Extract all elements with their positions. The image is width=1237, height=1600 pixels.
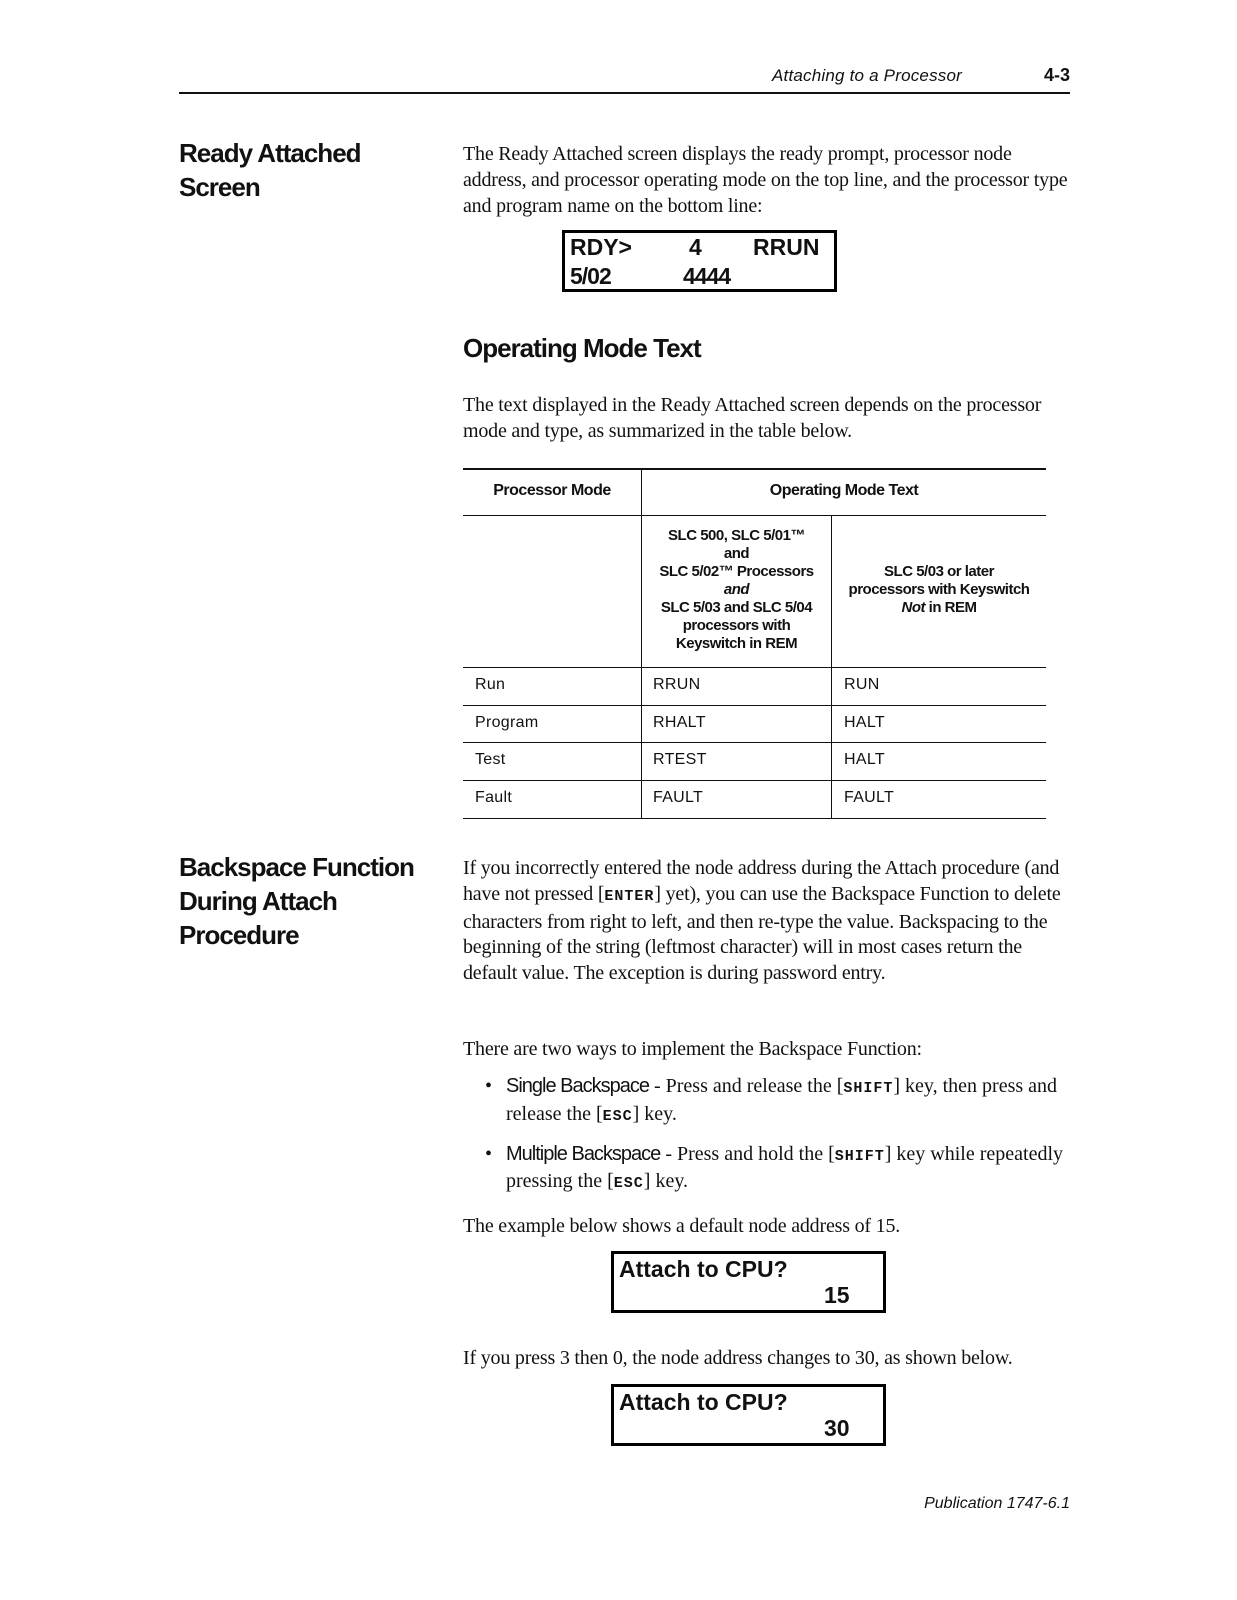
- lcd-ready-attached: [562, 230, 837, 292]
- backspace-paragraph: If you incorrectly entered the node address during the Attach procedure (and have not pressed [ENTER] yet), you can use the Backspace Function to delete characters from right to left, and then re-type the value. Backspacing to the beginning of the string (leftmost character) will in most cases return the default value. The exception is during password entry.: [463, 857, 1061, 985]
- heading-line: Backspace Function: [179, 852, 414, 882]
- table-cell-mode: Test: [475, 751, 506, 768]
- table-cell-mode: Program: [475, 714, 539, 731]
- lcd-mode: RRUN: [753, 234, 820, 260]
- table-rule: [463, 742, 1046, 743]
- table-cell-text: RUN: [844, 676, 880, 693]
- table-cell-text: HALT: [844, 714, 885, 731]
- default-node-paragraph: The example below shows a default node address of 15.: [463, 1215, 901, 1237]
- operating-mode-heading: Operating Mode Text: [463, 333, 701, 363]
- table-cell-mode: Fault: [475, 789, 513, 806]
- lcd-line1: Attach to CPU?: [619, 1256, 788, 1282]
- lcd-node-value: 30: [824, 1415, 850, 1441]
- subheader-slc500-processors: SLC 500, SLC 5/01™ and SLC 5/02™ Processors and SLC 5/03 and SLC 5/04 processors with Keyswitch in REM: [659, 527, 814, 652]
- table-rule: [463, 780, 1046, 781]
- lcd-node: 4: [689, 234, 702, 260]
- ready-attached-heading: [179, 136, 439, 204]
- table-rule: [463, 667, 1046, 668]
- heading-line: Screen: [179, 172, 260, 202]
- col-header-processor-mode: Processor Mode: [493, 482, 611, 499]
- subheader-slc503-processors: SLC 5/03 or later processors with Keyswitch Not in REM: [848, 563, 1030, 616]
- page-number: 4-3: [1043, 65, 1070, 85]
- lcd-line1: Attach to CPU?: [619, 1389, 788, 1415]
- table-rule: [463, 818, 1046, 819]
- lcd-program: 4444: [683, 263, 731, 289]
- heading-line: Ready Attached: [179, 138, 361, 168]
- running-header-title: Attaching to a Processor: [771, 66, 962, 85]
- backspace-heading: [179, 850, 439, 952]
- table-rule: [463, 705, 1046, 706]
- backspace-bullet-list: [485, 1074, 1075, 1209]
- table-cell-text: RRUN: [653, 676, 701, 693]
- lcd-prompt: RDY>: [570, 234, 632, 260]
- heading-line: During Attach: [179, 886, 337, 916]
- header-rule: [179, 92, 1070, 94]
- lcd-attach-default: [611, 1251, 886, 1313]
- table-cell-text: RTEST: [653, 751, 707, 768]
- bullet-multiple-backspace: • Multiple Backspace - Press and hold the [SHIFT] key while repeatedly pressing the [ESC] key.: [485, 1142, 1064, 1193]
- publication-footer: Publication 1747-6.1: [924, 1495, 1070, 1512]
- changed-node-paragraph: If you press 3 then 0, the node address changes to 30, as shown below.: [463, 1347, 1013, 1369]
- key-shift: SHIFT: [843, 1080, 894, 1097]
- backspace-ways-intro: There are two ways to implement the Backspace Function:: [463, 1038, 922, 1060]
- table-rule: [463, 515, 1046, 516]
- key-shift: SHIFT: [834, 1147, 885, 1165]
- table-cell-text: FAULT: [653, 789, 704, 806]
- key-esc: ESC: [602, 1107, 633, 1125]
- lcd-node-value: 15: [824, 1282, 850, 1308]
- ready-attached-intro: The Ready Attached screen displays the ready prompt, processor node address, and processor operating mode on the top line, and the processor type and program name on the bottom line:: [463, 143, 1068, 217]
- table-cell-text: FAULT: [844, 789, 895, 806]
- table-cell-text: HALT: [844, 751, 885, 768]
- table-rule: [463, 468, 1046, 470]
- operating-mode-intro: The text displayed in the Ready Attached screen depends on the processor mode and type, as summarized in the table below.: [463, 394, 1042, 442]
- table-cell-text: RHALT: [653, 714, 706, 731]
- heading-line: Procedure: [179, 920, 299, 950]
- key-enter: ENTER: [604, 887, 655, 905]
- lcd-attach-changed: [611, 1384, 886, 1446]
- bullet-single-backspace: • Single Backspace - Press and release the [SHIFT] key, then press and release the [ESC] key.: [485, 1075, 1058, 1125]
- table-cell-mode: Run: [475, 676, 506, 693]
- key-esc: ESC: [613, 1175, 644, 1193]
- lcd-type: 5/02: [570, 263, 611, 289]
- col-header-operating-mode-text: Operating Mode Text: [769, 482, 919, 499]
